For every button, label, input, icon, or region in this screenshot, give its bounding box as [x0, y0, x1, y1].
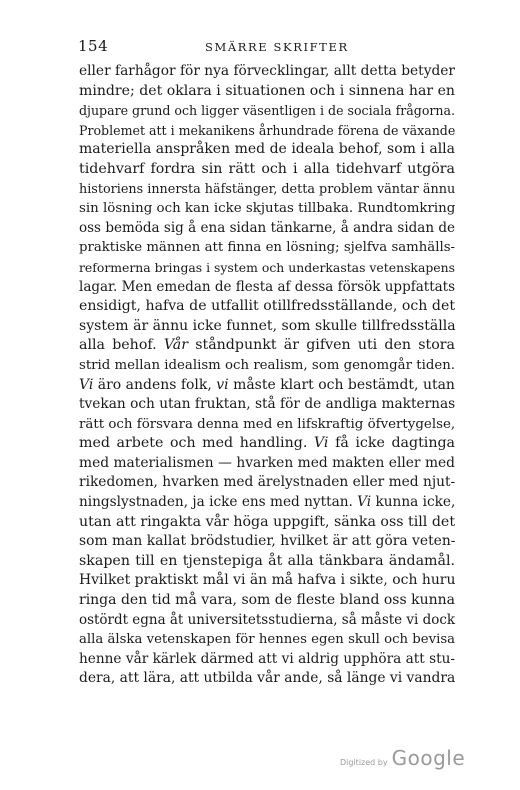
text-line: dera, att lära, att utbilda vår ande, så länge vi vandra	[79, 670, 456, 687]
text-line: djupare grund och ligger väsentligen i de sociala frågorna.	[79, 103, 456, 119]
text-line: praktiske männen att finna en lösning; sjelfva samhälls-	[79, 240, 455, 256]
text-line: med arbete och med handling. Vi få icke dagtinga	[79, 435, 455, 452]
body-text	[79, 62, 455, 689]
digitized-by-label: Digitized by	[340, 758, 388, 767]
text-line: system är ännu icke funnet, som skulle tillfredsställa	[79, 317, 456, 334]
text-line: ringa den tid må vara, som de fleste bland oss kunna	[79, 592, 455, 609]
text-line: Vi äro andens folk, vi måste klart och bestämdt, utan	[79, 376, 455, 393]
text-line: alla älska vetenskapen för hennes egen skull och bevisa	[79, 632, 455, 648]
google-logo: Google	[391, 746, 466, 770]
text-line: strid mellan idealism och realism, som genomgår tiden.	[79, 357, 455, 373]
text-line: materiella anspråken med de ideala behof, som i alla	[79, 141, 455, 158]
text-line: mindre; det oklara i situationen och i sinnena har en	[79, 82, 455, 99]
text-line: med materialismen — hvarken med makten eller med	[79, 454, 455, 471]
text-line: tidehvarf fordra sin rätt och i alla tidehvarf utgöra	[79, 160, 455, 177]
text-line: som man kallat brödstudier, hvilket är att göra veten-	[79, 533, 456, 550]
text-line: lagar. Men emedan de flesta af dessa försök uppfattats	[79, 278, 456, 295]
text-line: ensidigt, hafva de utfallit otillfredsställande, och det	[79, 298, 455, 315]
text-line: Hvilket praktiskt mål vi än må hafva i sikte, och huru	[79, 572, 456, 589]
text-line: rätt och försvara denna med en lifskraftig öfvertygelse,	[79, 416, 456, 432]
running-head: SMÄRRE SKRIFTER	[205, 40, 349, 54]
text-line: ningslystnaden, ja icke ens med nyttan. Vi kunna icke,	[79, 494, 456, 511]
text-line: rikedomen, hvarken med ärelystnaden eller med njut-	[79, 474, 456, 491]
text-line: Problemet att i mekanikens århundrade förena de växande	[79, 122, 456, 138]
text-line: oss bemöda sig å ena sidan tänkarne, å andra sidan de	[79, 219, 455, 236]
text-line: henne vår kärlek därmed att vi aldrig upphöra att stu-	[79, 650, 455, 667]
text-line: sin lösning och kan icke skjutas tillbaka. Rundtomkring	[79, 201, 456, 217]
google-watermark	[340, 746, 465, 770]
page-number: 154	[78, 37, 109, 55]
text-line: skapen till en tjenstepiga åt alla tänkbara ändamål.	[79, 552, 455, 569]
text-line: utan att ringakta vår höga uppgift, sänka oss till det	[79, 513, 456, 530]
text-line: historiens innersta häfstänger, detta problem väntar ännu	[79, 181, 456, 197]
text-line: ostördt egna åt universitetsstudierna, så måste vi dock	[79, 611, 456, 628]
text-line: alla behof. Vår ståndpunkt är gifven uti den stora	[79, 337, 456, 354]
text-line: eller farhågor för nya förvecklingar, allt detta betyder	[79, 63, 455, 79]
text-line: reformerna bringas i system och underkastas vetenskapens	[79, 259, 455, 275]
text-line: tvekan och utan fruktan, stå för de andliga makternas	[79, 396, 456, 413]
